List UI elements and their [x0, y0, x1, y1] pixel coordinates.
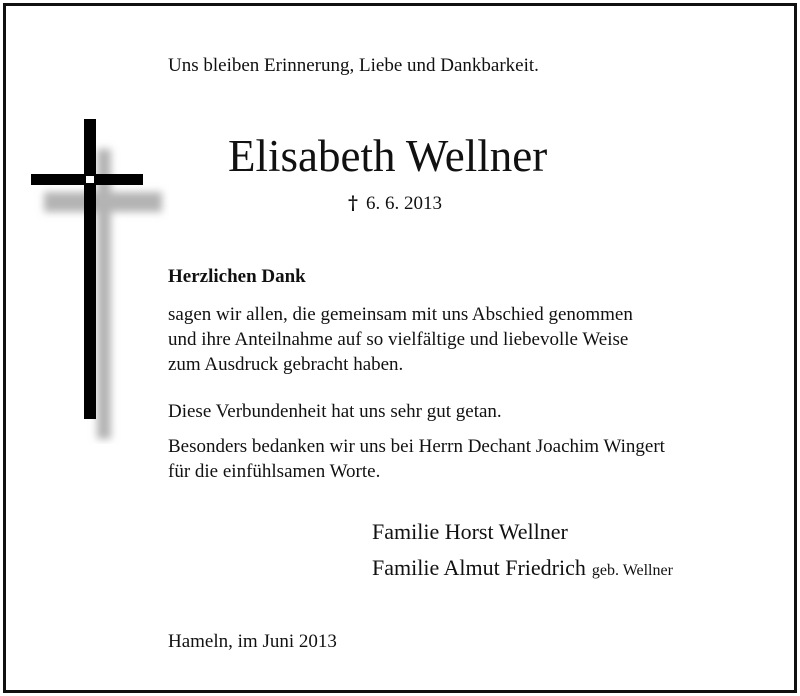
thanks-paragraph-1 [168, 302, 633, 377]
thanks-paragraph-2 [168, 399, 502, 424]
death-date-line [348, 194, 442, 213]
obituary-notice [3, 3, 797, 693]
family-2-nee: geb. Wellner [591, 562, 673, 579]
motto: Uns bleiben Erinnerung, Liebe und Dankbarkeit. [168, 55, 539, 76]
text-line: und ihre Anteilnahme auf so vielfältige und liebevolle Weise [168, 329, 629, 350]
cross-icon [29, 114, 169, 444]
deceased-name: Elisabeth Wellner [228, 131, 548, 181]
text-line: Diese Verbundenheit hat uns sehr gut getan. [168, 401, 502, 422]
thanks-heading: Herzlichen Dank [168, 266, 306, 287]
signature-family-2 [372, 557, 673, 579]
thanks-paragraph-3 [168, 434, 665, 484]
text-line: sagen wir allen, die gemeinsam mit uns Abschied genommen [168, 304, 633, 325]
place-date: Hameln, im Juni 2013 [168, 631, 337, 652]
text-line: für die einfühlsamen Worte. [168, 461, 381, 482]
death-date: 6. 6. 2013 [365, 193, 442, 214]
text-line: Besonders bedanken wir uns bei Herrn Dechant Joachim Wingert [168, 436, 665, 457]
dagger-icon: † [348, 192, 358, 214]
text-line: zum Ausdruck gebracht haben. [168, 354, 404, 375]
family-2-name: Familie Almut Friedrich [372, 555, 586, 580]
signature-family-1: Familie Horst Wellner [372, 519, 568, 544]
